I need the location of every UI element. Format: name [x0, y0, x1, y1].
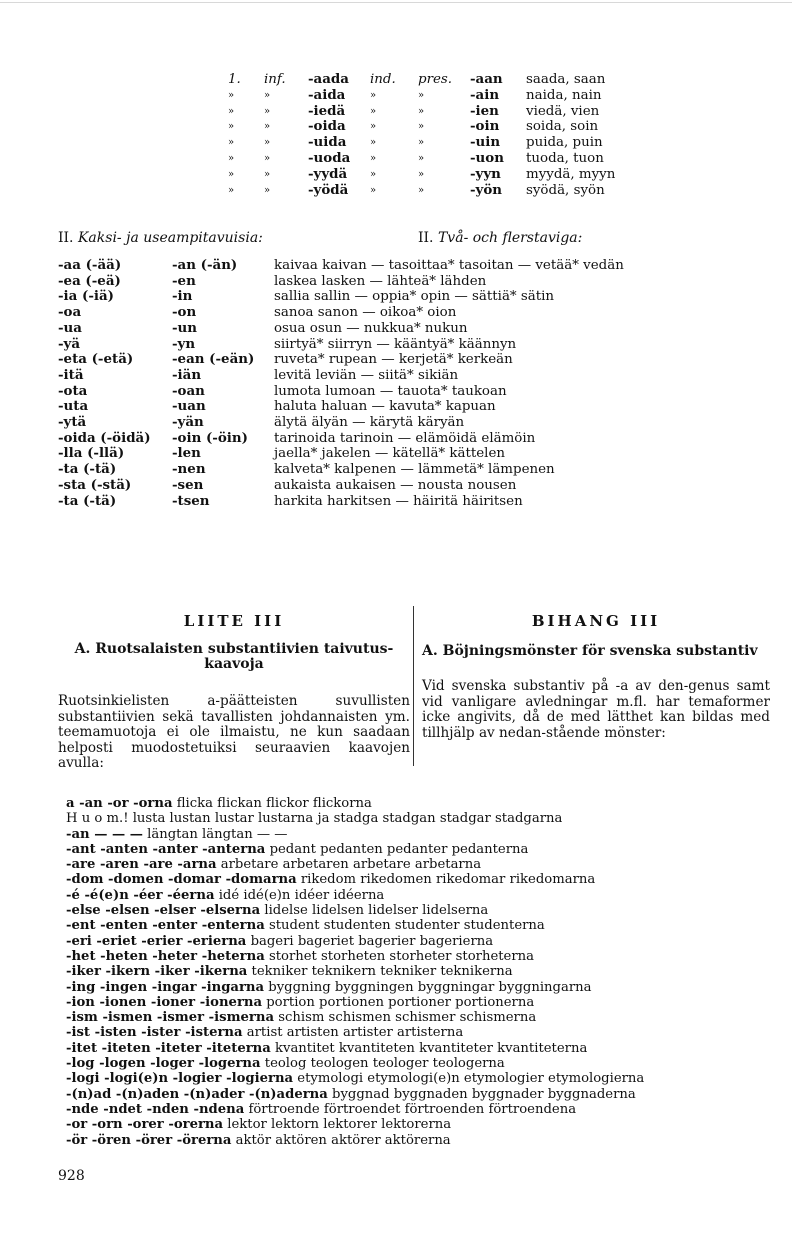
inf-cell-c5: » [418, 152, 425, 164]
inf-cell-c2: » [264, 184, 271, 196]
inf-row [228, 135, 615, 151]
example-verbs: siirtyä* siirryn — kääntyä* käännyn [274, 336, 517, 352]
inf-cell-c1: 1. [228, 72, 241, 87]
inf-cell-c2: » [264, 105, 271, 117]
inflection-example: aktör aktören aktörer aktörerna [235, 1132, 451, 1148]
ii-row [58, 399, 624, 415]
present-ending: -an (-än) [172, 257, 238, 273]
inf-cell-c4: » [370, 184, 377, 196]
list-item [66, 888, 766, 903]
infinitive-ending: -ta (-tä) [58, 492, 117, 509]
polysyllabic-verb-table [58, 258, 624, 509]
inflection-pattern: -ing -ingen -ingar -ingarna [66, 979, 265, 995]
ii-row [58, 446, 624, 462]
inf-cell-c3: -iedä [308, 102, 346, 119]
list-item [66, 964, 766, 979]
inf-row [228, 183, 615, 199]
list-item [66, 949, 766, 964]
inf-row [228, 72, 615, 88]
inflection-example: lidelse lidelsen lidelser lidelserna [264, 903, 489, 919]
example-verbs: haluta haluan — kavuta* kapuan [274, 399, 496, 415]
present-ending: -yn [172, 335, 196, 352]
ii-row [58, 352, 624, 368]
inf-row [228, 167, 615, 183]
inf-cell-c2: » [264, 137, 271, 149]
list-item [66, 1071, 766, 1086]
inf-cell-c6: -aan [470, 71, 503, 87]
inf-cell-c4: » [370, 121, 377, 133]
inf-cell-c6: -ain [470, 86, 500, 103]
inf-cell-c4: » [370, 137, 377, 149]
example-verbs: sanoa sanon — oikoa* oion [274, 305, 457, 321]
ii-row [58, 431, 624, 447]
ii-row [58, 368, 624, 384]
list-item [66, 857, 766, 872]
inf-row [228, 104, 615, 120]
inf-row [228, 119, 615, 135]
inflection-example: artist artisten artister artisterna [246, 1025, 464, 1041]
inf-cell-c4: » [370, 89, 377, 101]
ii-row [58, 274, 624, 290]
appendix-sv-paragraph: Vid svenska substantiv på -a av den-genus samt vid vanligare avledningar m.fl. har temaformer icke angivits, då de med lätthet kan bildas med tillhjälp av nedan-stående mönster: [422, 678, 770, 741]
inflection-example: flicka flickan flickor flickorna [176, 796, 372, 811]
list-item [66, 1041, 766, 1056]
present-ending: -sen [172, 476, 204, 493]
inf-cell-c3: -uida [308, 134, 347, 151]
page-number: 928 [58, 1168, 85, 1184]
example-verbs: sallia sallin — oppia* opin — sättiä* sätin [274, 289, 555, 305]
list-item [66, 934, 766, 949]
inf-cell-c3: -aada [308, 71, 349, 87]
list-item [66, 1025, 766, 1040]
appendix-fi-subtitle: A. Ruotsalaisten substantiivien taivutus-kaavoja [74, 641, 394, 672]
inflection-pattern: -iker -ikern -iker -ikerna [66, 964, 248, 980]
section-ii-title-sv: Två- och flerstaviga: [437, 230, 583, 246]
inflection-example: idé idé(e)n idéer idéerna [218, 887, 385, 903]
inf-cell-c1: » [228, 184, 235, 196]
inflection-example: förtroende förtroendet förtroenden förtroendena [248, 1101, 577, 1117]
inf-cell-c5: » [418, 137, 425, 149]
example-verbs: lumota lumoan — tauota* taukoan [274, 383, 507, 399]
inf-row [228, 88, 615, 104]
inf-cell-c7: naida, nain [526, 87, 602, 103]
inf-cell-c1: » [228, 137, 235, 149]
inflection-pattern: -é -é(e)n -éer -éerna [66, 887, 215, 903]
present-ending: -ean (-eän) [172, 351, 255, 368]
example-verbs: jaella* jakelen — kätellä* kättelen [274, 446, 505, 462]
inf-cell-c5: » [418, 89, 425, 101]
ii-row [58, 494, 624, 510]
inf-cell-c6: -oin [470, 118, 500, 135]
list-item [66, 796, 766, 811]
list-item [66, 1133, 766, 1148]
list-item [66, 1087, 766, 1102]
inf-cell-c2: » [264, 89, 271, 101]
inflection-example: byggning byggningen byggningar byggningarna [268, 979, 592, 995]
inflection-example: rikedom rikedomen rikedomar rikedomarna [300, 872, 596, 888]
infinitive-ending: -oida (-öidä) [58, 429, 151, 446]
present-ending: -un [172, 319, 198, 336]
inf-cell-c1: » [228, 105, 235, 117]
inf-cell-c7: saada, saan [526, 72, 606, 87]
ii-row [58, 462, 624, 478]
appendix-fi-title: LIITE III [183, 612, 285, 630]
infinitive-ending: -uta [58, 398, 89, 415]
inf-cell-c7: viedä, vien [526, 103, 600, 119]
infinitive-ending: -ytä [58, 414, 87, 431]
example-verbs: osua osun — nukkua* nukun [274, 320, 468, 336]
inflection-pattern: -log -logen -loger -logerna [66, 1056, 261, 1072]
inflection-example: portion portionen portioner portionerna [266, 994, 535, 1010]
noun-inflection-list [66, 796, 766, 1148]
inflection-pattern: -(n)ad -(n)aden -(n)ader -(n)aderna [66, 1086, 328, 1102]
monosyllabic-verb-table [228, 72, 615, 198]
infinitive-ending: -itä [58, 366, 84, 383]
inflection-pattern: -dom -domen -domar -domarna [66, 872, 297, 888]
inflection-pattern: a -an -or -orna [66, 796, 173, 811]
inf-cell-c2: » [264, 168, 271, 180]
inflection-pattern: -ist -isten -ister -isterna [66, 1025, 243, 1041]
infinitive-ending: -yä [58, 335, 81, 352]
inflection-example: bageri bageriet bagerier bagerierna [250, 933, 494, 949]
infinitive-ending: -ota [58, 382, 88, 399]
inflection-pattern: -ism -ismen -ismer -ismerna [66, 1010, 275, 1026]
inf-cell-c6: -yön [470, 181, 503, 198]
inf-cell-c3: -yödä [308, 181, 349, 198]
present-ending: -en [172, 272, 196, 289]
appendix-fi-column [58, 612, 410, 772]
present-ending: -on [172, 304, 197, 321]
list-item [66, 1102, 766, 1117]
list-item [66, 842, 766, 857]
inflection-pattern: -or -orn -orer -orerna [66, 1117, 224, 1133]
inflection-pattern: -are -aren -are -arna [66, 857, 217, 873]
inf-cell-c7: myydä, myyn [526, 166, 616, 182]
list-item [66, 980, 766, 995]
ii-row [58, 478, 624, 494]
inf-cell-c3: -aida [308, 86, 346, 103]
inf-cell-c7: puida, puin [526, 135, 603, 151]
inf-cell-c1: » [228, 152, 235, 164]
ii-row [58, 305, 624, 321]
infinitive-ending: -oa [58, 304, 82, 321]
present-ending: -iän [172, 366, 202, 383]
example-verbs: älytä älyän — kärytä käryän [274, 415, 465, 431]
inf-cell-c4: » [370, 105, 377, 117]
inflection-pattern: -else -elsen -elser -elserna [66, 903, 261, 919]
inf-cell-c3: -uoda [308, 149, 351, 166]
inflection-example: lektor lektorn lektorer lektorerna [227, 1117, 452, 1133]
inf-cell-c1: » [228, 168, 235, 180]
list-item [66, 903, 766, 918]
inflection-example: etymologi etymologi(e)n etymologier etymologierna [297, 1071, 645, 1087]
infinitive-ending: -ea (-eä) [58, 272, 121, 289]
inflection-example: storhet storheten storheter storheterna [268, 948, 535, 964]
inflection-pattern: -ant -anten -anter -anterna [66, 841, 266, 857]
list-item [66, 827, 766, 842]
appendix-sv-title: BIHANG III [531, 612, 661, 630]
inf-cell-c6: -yyn [470, 165, 501, 182]
example-verbs: tarinoida tarinoin — elämöidä elämöin [274, 430, 536, 446]
inflection-pattern: -eri -eriet -erier -erierna [66, 933, 247, 949]
inf-cell-c5: » [418, 184, 425, 196]
inf-cell-c1: » [228, 89, 235, 101]
ii-row [58, 384, 624, 400]
present-ending: -oan [172, 382, 205, 399]
inflection-example: pedant pedanten pedanter pedanterna [269, 841, 529, 857]
inflection-example: H u o m.! lusta lustan lustar lustarna ja stadga stadgan stadgar stadgarna [66, 811, 563, 827]
present-ending: -in [172, 288, 193, 305]
appendix-sv-column [422, 612, 770, 741]
list-item [66, 995, 766, 1010]
section-ii-title-fi: Kaksi- ja useampitavuisia: [77, 230, 263, 246]
example-verbs: laskea lasken — lähteä* lähden [274, 273, 487, 289]
inflection-example: schism schismen schismer schismerna [278, 1010, 537, 1026]
inflection-example: student studenten studenter studenterna [268, 918, 545, 934]
ii-row [58, 337, 624, 353]
inf-cell-c3: -yydä [308, 165, 348, 182]
inflection-pattern: -itet -iteten -iteter -iteterna [66, 1040, 271, 1056]
infinitive-ending: -lla (-llä) [58, 445, 125, 462]
example-verbs: aukaista aukaisen — nousta nousen [274, 477, 517, 493]
list-item [66, 1010, 766, 1025]
list-item [66, 918, 766, 933]
top-rule [0, 2, 792, 3]
inf-cell-c2: » [264, 152, 271, 164]
inf-cell-c7: soida, soin [526, 119, 599, 135]
present-ending: -uan [172, 398, 206, 415]
inf-cell-c5: » [418, 168, 425, 180]
appendix-fi-paragraph: Ruotsinkielisten a-päätteisten suvullisten substantiivien sekä tavallisten johdannaisten ym. teemamuotoja ei ole ilmaistu, ne kun saadaan helposti muodostetuiksi seuraavien kaavojen avulla: [58, 693, 410, 772]
inf-cell-c4: ind. [370, 72, 396, 87]
present-ending: -len [172, 445, 201, 462]
present-ending: -nen [172, 461, 206, 478]
infinitive-ending: -aa (-ää) [58, 257, 122, 273]
ii-row [58, 289, 624, 305]
ii-row [58, 258, 624, 274]
inflection-example: kvantitet kvantiteten kvantiteter kvantiteterna [275, 1040, 588, 1056]
inf-cell-c5: pres. [418, 72, 453, 87]
inf-cell-c7: tuoda, tuon [526, 150, 604, 166]
ii-row [58, 321, 624, 337]
inf-cell-c6: -uon [470, 149, 504, 166]
infinitive-ending: -sta (-stä) [58, 476, 132, 493]
column-divider [413, 606, 414, 766]
ii-row [58, 415, 624, 431]
list-item [66, 872, 766, 887]
inflection-example: tekniker teknikern tekniker teknikerna [251, 964, 513, 980]
infinitive-ending: -ta (-tä) [58, 461, 117, 478]
section-ii-number-sv: II. [418, 230, 434, 246]
inflection-example: arbetare arbetaren arbetare arbetarna [220, 857, 482, 873]
inflection-pattern: -ent -enten -enter -enterna [66, 918, 265, 934]
inflection-pattern: -ion -ionen -ioner -ionerna [66, 994, 263, 1010]
example-verbs: kaivaa kaivan — tasoittaa* tasoitan — vetää* vedän [274, 258, 624, 273]
present-ending: -tsen [172, 492, 210, 509]
inf-cell-c2: inf. [264, 72, 286, 87]
infinitive-ending: -eta (-etä) [58, 351, 134, 368]
inf-cell-c4: » [370, 152, 377, 164]
inf-cell-c1: » [228, 121, 235, 133]
inf-cell-c4: » [370, 168, 377, 180]
present-ending: -yän [172, 414, 204, 431]
section-ii-number-fi: II. [58, 230, 74, 246]
inflection-pattern: -ör -ören -örer -örerna [66, 1132, 232, 1148]
section-ii-heading-sv [418, 230, 582, 246]
inflection-pattern: -nde -ndet -nden -ndena [66, 1101, 245, 1117]
inf-cell-c5: » [418, 105, 425, 117]
infinitive-ending: -ua [58, 319, 82, 336]
inf-cell-c2: » [264, 121, 271, 133]
inflection-example: teolog teologen teologer teologerna [264, 1056, 505, 1072]
inf-cell-c3: -oida [308, 118, 346, 135]
inflection-example: längtan längtan — — [147, 826, 288, 842]
example-verbs: harkita harkitsen — häiritä häiritsen [274, 493, 523, 509]
inf-row [228, 151, 615, 167]
present-ending: -oin (-öin) [172, 429, 248, 446]
list-item [66, 811, 766, 826]
inflection-example: byggnad byggnaden byggnader byggnaderna [332, 1086, 636, 1102]
example-verbs: levitä leviän — siitä* sikiän [274, 367, 459, 383]
inf-cell-c6: -ien [470, 102, 499, 119]
example-verbs: ruveta* rupean — kerjetä* kerkeän [274, 352, 513, 368]
inf-cell-c5: » [418, 121, 425, 133]
inf-cell-c7: syödä, syön [526, 182, 605, 198]
inf-cell-c6: -uin [470, 134, 501, 151]
inflection-pattern: -an — — — [66, 826, 143, 842]
list-item [66, 1117, 766, 1132]
inflection-pattern: -logi -logi(e)n -logier -logierna [66, 1071, 294, 1087]
example-verbs: kalveta* kalpenen — lämmetä* lämpenen [274, 462, 555, 478]
section-ii-heading-fi [58, 230, 263, 246]
infinitive-ending: -ia (-iä) [58, 288, 114, 305]
list-item [66, 1056, 766, 1071]
inflection-pattern: -het -heten -heter -heterna [66, 948, 265, 964]
appendix-sv-subtitle: A. Böjningsmönster för svenska substantiv [422, 643, 758, 659]
